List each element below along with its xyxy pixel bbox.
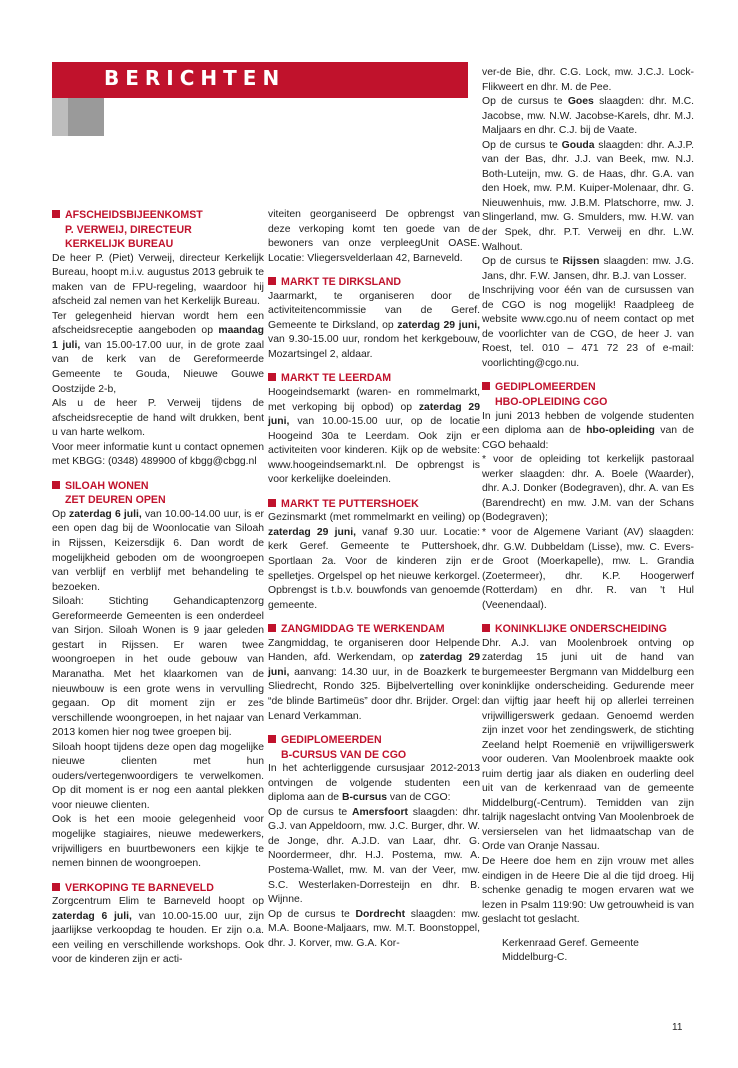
paragraph: De heer P. (Piet) Verweij, directeur Kerkelijk Bureau, hoopt m.i.v. augustus 2013 gebruik te maken van de FPU-regeling, waardoor hij afscheid zal nemen van het Kerkelijk Bureau. xyxy=(52,252,264,308)
paragraph: Hoogeindsemarkt (waren- en rommelmarkt, met verkoping bij opbod) op zaterdag 29 juni, van 10.00-15.00 uur, op de locatie Hoogeind 30a te Leerdam. Ook zijn er activiteiten voor kinderen. Kijk op de website: www.hoogeindsemarkt.nl. De opbrengst is voor kerkelijke doeleinden. xyxy=(268,387,480,486)
section-heading: ZANGMIDDAG TE WERKENDAM xyxy=(268,622,480,637)
bullet-square-icon xyxy=(52,210,60,218)
column-2 xyxy=(268,208,480,951)
header-decoration-inner xyxy=(68,98,104,136)
bullet-square-icon xyxy=(268,277,276,285)
paragraph: Ook is het een mooie gelegenheid voor mogelijke stagiaires, nieuwe medewerkers, vrijwilligers en buurtbewoners een kijkje te nemen binnen de woongroepen. xyxy=(52,814,264,870)
paragraph: De Heere doe hem en zijn vrouw met alles eindigen in de Heere Die al die tijd droeg. Hij schenke genadig te mogen ervaren wat we lezen in Psalm 119:90: Uw getrouwheid is van geslacht tot geslacht. xyxy=(482,855,694,926)
bullet-square-icon xyxy=(482,382,490,390)
paragraph: Gezinsmarkt (met rommelmarkt en veiling) op zaterdag 29 juni, vanaf 9.30 uur. Locatie: kerk Geref. Gemeente te Puttershoek, Sportlaan 2a. Voor de kinderen zijn er spelletjes. Orgelspel op het nieuwe kerkorgel. Opbrengst is t.b.v. bouwfonds van genoemde gemeente. xyxy=(268,512,480,611)
paragraph: Zangmiddag, te organiseren door Helpende Handen, afd. Werkendam, op zaterdag 29 juni, aanvang: 14.30 uur, in de Boazkerk te Sliedrecht, Rondo 325. Bijbelvertelling over “de blinde Bartimeüs” door dhr. Brijder. Orgel: Lenard Verkamman. xyxy=(268,637,480,722)
paragraph: Ter gelegenheid hiervan wordt hem een afscheidsreceptie aangeboden op maandag 1 juli, van 15.00-17.00 uur, in de grote zaal van de kerk van de Gereformeerde Gemeente te Gouda, Nieuwe Gouwe Oostzijde 2-b, xyxy=(52,310,265,395)
paragraph: Als u de heer P. Verweij tijdens de afscheidsreceptie de hand wilt drukken, bent u van harte welkom. xyxy=(52,398,264,439)
page-title: BERICHTEN xyxy=(104,66,286,90)
paragraph: Inschrijving voor één van de cursussen van de CGO is nog mogelijk! Raadpleeg de website www.cgo.nu of neem contact op met de voorlichter van de CGO, de heer J. van Roest, tel. 010 – 471 72 23 of e-mail: voorlichting@cgo.nu. xyxy=(482,285,694,369)
paragraph: viteiten georganiseerd De opbrengst van deze verkoping komt ten goede van de bewoners van onze verpleegUnit OASE. Locatie: Vliegersvelderlaan 42, Barneveld. xyxy=(268,209,480,264)
paragraph: * voor de Algemene Variant (AV) slaagden: dhr. G.W. Dubbeldam (Lisse), mw. C. Evers-de Groot (Moerkapelle), mw. L. Grandia (Zoetermeer), dhr. K.P. Hoogerwerf (Rotterdam) en dhr. R. van 't Hul (Veenendaal). xyxy=(482,526,694,611)
column-3 xyxy=(482,66,694,966)
paragraph: Op de cursus te Rijssen slaagden: mw. J.G. Jans, dhr. F.W. Jansen, dhr. B.J. van Losser. xyxy=(482,256,694,282)
paragraph: Op de cursus te Goes slaagden: dhr. M.C. Jacobse, mw. N.W. Jacobse-Karels, dhr. M.J. Maljaars en dhr. C.J. bij de Vaate. xyxy=(482,96,694,137)
paragraph: * voor de opleiding tot kerkelijk pastoraal werker slaagden: dhr. A. Boele (Waarder), dhr. A.J. Donker (Bodegraven), dhr. A. van Es (Barendrecht) en mw. J.M. van der Schans (Bodegraven); xyxy=(482,454,694,524)
paragraph: Op de cursus te Dordrecht slaagden: mw. M.A. Boone-Maljaars, mw. M.T. Boonstoppel, dhr. J. Korver, mw. G.A. Kor- xyxy=(268,908,480,949)
paragraph: ver-de Bie, dhr. C.G. Lock, mw. J.C.J. Lock-Flikweert en dhr. M. de Pee. xyxy=(482,67,694,93)
bullet-square-icon xyxy=(268,373,276,381)
column-1 xyxy=(52,208,264,968)
paragraph: Op de cursus te Gouda slaagden: dhr. A.J.P. van der Bas, dhr. J.J. van Beek, mw. N.J. Both-Luteijn, mw. G. de Haas, dhr. G.A. van den Hoek, mw. P.M. Kuiper-Molenaar, dhr. G. Nieuwenhuis, mw. J.B.M. Platschorre, mw. J. Slingerland, mw. G. Smulders, mw. H.W. van der Spek, dhr. P.T. Verweij en dhr. L.W. Walhout. xyxy=(482,139,694,253)
paragraph: Dhr. A.J. van Moolenbroek ontving op zaterdag 15 juni uit de hand van burgemeester Bergmann van Middelburg een koninklijke onderscheiding. Gedurende meer dan vijftig jaar heeft hij op allerlei terreinen vrijwilligerswerk gedaan. Genoemd werden zijn inzet voor het zendingswerk, de stichting Zeeland helpt Roemenië en vrijwilligerswerk voor ouderen. Van Moolenbroek maakte ook ruim dertig jaar als diaken en ouderling deel uit van de kerkenraad van de gemeente Middelburg(-Centrum). Temidden van zijn talrijk nageslacht ontving Van Moolenbroek de versierselen van het lidmaatschap van de Orde van Oranje Nassau. xyxy=(482,637,694,853)
section-heading: SILOAH WONEN ZET DEUREN OPEN xyxy=(52,479,264,508)
section-heading: GEDIPLOMEERDEN HBO-OPLEIDING CGO xyxy=(482,380,694,409)
bullet-square-icon xyxy=(268,624,276,632)
signature-line: Middelburg-C. xyxy=(502,952,568,964)
section-heading: MARKT TE LEERDAM xyxy=(268,371,480,386)
paragraph: Siloah: Stichting Gehandicaptenzorg Gereformeerde Gemeenten is een onderdeel van Sirjon. Siloah Wonen is 9 jaar geleden gestart in Rijssen. Er waren twee woongroepen in het oude gebouw van Maranatha. Met het klaarkomen van de nieuwbouw is een grote wens in vervulling gegaan. Op dit moment zijn er zes verschillende woongroepen, in het najaar van 2013 komen hier nog twee groepen bij. xyxy=(52,596,264,739)
section-heading: MARKT TE DIRKSLAND xyxy=(268,275,480,290)
bullet-square-icon xyxy=(268,499,276,507)
section-heading: VERKOPING TE BARNEVELD xyxy=(52,881,264,896)
bullet-square-icon xyxy=(268,735,276,743)
signature-line: Kerkenraad Geref. Gemeente xyxy=(502,937,639,949)
section-heading: AFSCHEIDSBIJEENKOMST P. VERWEIJ, DIRECTEUR KERKELIJK BUREAU xyxy=(52,208,264,252)
paragraph: Op de cursus te Amersfoort slaagden: dhr. G.J. van Appeldoorn, mw. J.C. Burger, dhr. W. de Jonge, dhr. A.J.D. van Laar, dhr. G. Noordermeer, dhr. H.J. Postema, mw. A. Postema-Wallet, mw. M. van der Veer, mw. S.C. Westerlaken-Dorresteijn en dhr. B. Wijnne. xyxy=(268,806,480,906)
page-number: 11 xyxy=(672,1022,683,1033)
paragraph: Jaarmarkt, te organiseren door de activiteitencommissie van de Geref. Gemeente te Dirksland, op zaterdag 29 juni, van 9.30-15.00 uur, rondom het kerkgebouw, Mozartsingel 2, aldaar. xyxy=(268,290,480,360)
section-heading: GEDIPLOMEERDEN B-CURSUS VAN DE CGO xyxy=(268,733,480,762)
paragraph: Zorgcentrum Elim te Barneveld hoopt op zaterdag 6 juli, van 10.00-15.00 uur, zijn jaarlijkse verkoopdag te houden. Er zijn o.a. een veiling en verschillende workshops. Ook voor de kinderen zijn er acti- xyxy=(52,896,264,966)
section-heading: KONINKLIJKE ONDERSCHEIDING xyxy=(482,622,694,637)
bullet-square-icon xyxy=(52,883,60,891)
paragraph: In juni 2013 hebben de volgende studenten een diploma aan de hbo-opleiding van de CGO behaald: xyxy=(482,410,694,451)
paragraph: Siloah hoopt tijdens deze open dag mogelijke nieuwe clienten met hun ouders/vertegenwoordigers te verwelkomen. Op dit moment is er nog een aantal plekken voor nieuwe clienten. xyxy=(52,741,264,811)
paragraph: Op zaterdag 6 juli, van 10.00-14.00 uur, is er een open dag bij de Woonlocatie van Siloah in Rijssen, Keizersdijk 6. Dan wordt de mogelijkheid geboden om de woongroepen van verblijf en verblijf met behandeling te bezoeken. xyxy=(52,508,264,593)
bullet-square-icon xyxy=(482,624,490,632)
section-heading: MARKT TE PUTTERSHOEK xyxy=(268,497,480,512)
bullet-square-icon xyxy=(52,481,60,489)
paragraph: Voor meer informatie kunt u contact opnemen met KBGG: (0348) 489900 of kbgg@cbgg.nl xyxy=(52,441,264,468)
paragraph: In het achterliggende cursusjaar 2012-2013 ontvingen de volgende studenten een diploma aan de B-cursus van de CGO: xyxy=(268,763,480,804)
